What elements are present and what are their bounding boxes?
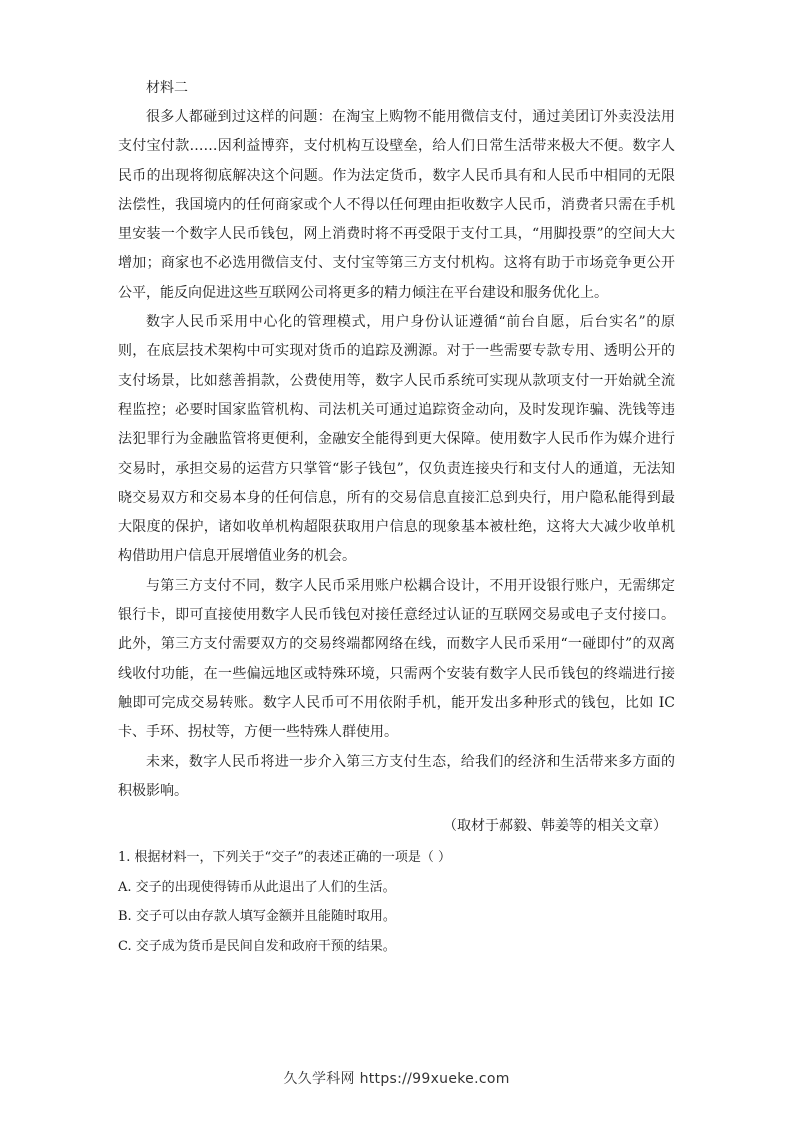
source-citation: （取材于郝毅、韩姜等的相关文章） [443, 818, 667, 835]
question-1: 1. 根据材料一，下列关于“交子”的表述正确的一项是（ ） [118, 850, 451, 866]
paragraph-1: 很多人都碰到过这样的问题：在淘宝上购物不能用微信支付，通过美团订外卖没法用支付宝付款……因利益博弈，支付机构互设壁垒，给人们日常生活带来极大不便。数字人民币的出现将彻底解决这个问题。作为法定货币，数字人民币具有和人民币中相同的无限法偿性，我国境内的任何商家或个人不得以任何理由拒收数字人民币，消费者只需在手机里安装一个数字人民币钱包，网上消费时将不再受限于支付工具，“用脚投票”的空间大大增加；商家也不必选用微信支付、支付宝等第三方支付机构。这将有助于市场竞争更公开公平，能反向促进这些互联网公司将更多的精力倾注在平台建设和服务优化上。 [118, 109, 675, 301]
document-body [118, 74, 675, 961]
paragraph-3: 与第三方支付不同，数字人民币采用账户松耦合设计，不用开设银行账户，无需绑定银行卡，即可直接使用数字人民币钱包对接任意经过认证的互联网交易或电子支付接口。此外，第三方支付需要双方的交易终端都网络在线，而数字人民币采用“一碰即付”的双离线收付功能，在一些偏远地区或特殊环境，只需两个安装有数字人民币钱包的终端进行接触即可完成交易转账。数字人民币可不用依附手机，能开发出多种形式的钱包，比如 IC 卡、手环、拐杖等，方便一些特殊人群使用。 [118, 577, 675, 741]
paragraph-2: 数字人民币采用中心化的管理模式，用户身份认证遵循“前台自愿，后台实名”的原则，在底层技术架构中可实现对货币的追踪及溯源。对于一些需要专款专用、透明公开的支付场景，比如慈善捐款，公费使用等，数字人民币系统可实现从款项支付一开始就全流程监控；必要时国家监管机构、司法机关可通过追踪资金动向，及时发现诈骗、洗钱等违法犯罪行为金融监管将更便利，金融安全能得到更大保障。使用数字人民币作为媒介进行交易时，承担交易的运营方只掌管“影子钱包”，仅负责连接央行和支付人的通道，无法知晓交易双方和交易本身的任何信息，所有的交易信息直接汇总到央行，用户隐私能得到最大限度的保护，诸如收单机构超限获取用户信息的现象基本被杜绝，这将大大减少收单机构借助用户信息开展增值业务的机会。 [118, 314, 675, 565]
footer-watermark: 久久学科网 https://99xueke.com [283, 1071, 510, 1087]
option-b: B. 交子可以由存款人填写金额并且能随时取用。 [118, 909, 396, 925]
paragraph-4: 未来，数字人民币将进一步介入第三方支付生态，给我们的经济和生活带来多方面的积极影响。 [118, 753, 675, 799]
option-c: C. 交子成为货币是民间自发和政府干预的结果。 [118, 938, 396, 954]
option-a: A. 交子的出现使得铸币从此退出了人们的生活。 [118, 879, 396, 895]
material-heading: 材料二 [146, 80, 188, 96]
